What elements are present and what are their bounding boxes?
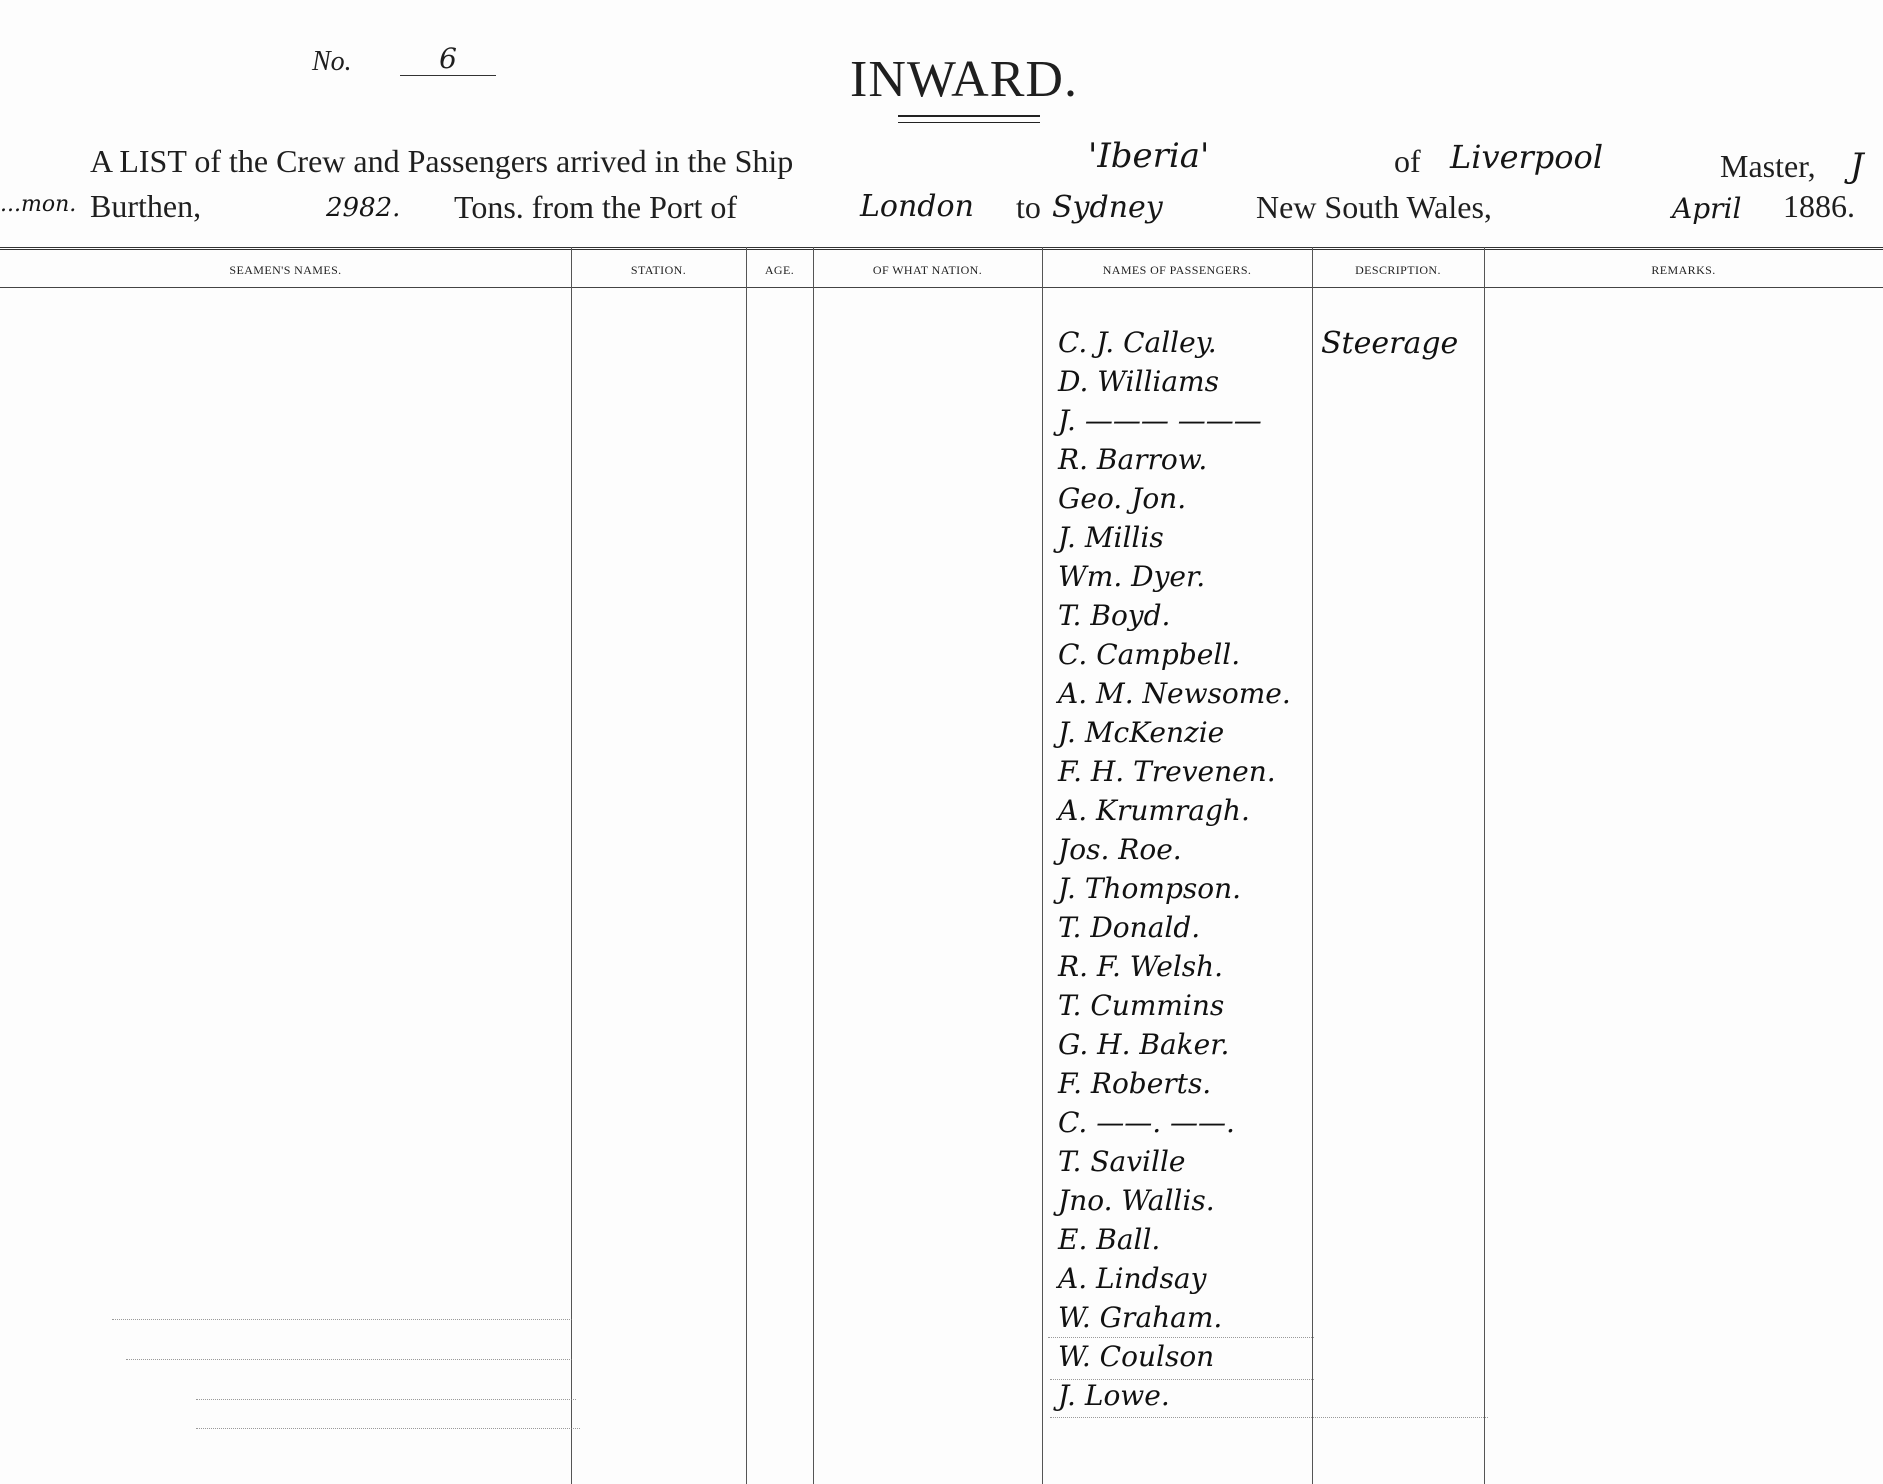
ruled-guide-line (196, 1399, 576, 1400)
ship-name-field: 'Iberia' (1088, 136, 1210, 176)
remarks-header: REMARKS. (1651, 263, 1716, 277)
seamen-names-header: SEAMEN'S NAMES. (229, 263, 342, 277)
header-line-1-prefix: A LIST of the Crew and Passengers arrived in the Ship (90, 143, 794, 179)
passenger-name-28: J. Lowe. (1058, 1379, 1170, 1412)
passenger-name-17: R. F. Welsh. (1058, 950, 1224, 983)
passenger-name-12: F. H. Trevenen. (1058, 755, 1276, 788)
description-header: DESCRIPTION. (1355, 263, 1441, 277)
passenger-name-4: R. Barrow. (1058, 443, 1208, 476)
ruled-guide-line (126, 1359, 572, 1360)
ruled-guide-line (1050, 1379, 1314, 1380)
ruled-guide-line (112, 1319, 572, 1320)
master-name-continuation: ...mon. (0, 192, 77, 217)
passenger-name-20: F. Roberts. (1058, 1067, 1212, 1100)
title-underline (898, 115, 1040, 123)
document-number-value: 6 (400, 42, 496, 76)
passenger-name-11: J. McKenzie (1058, 716, 1225, 749)
document-number-label: No. (312, 46, 352, 77)
passenger-names-header: NAMES OF PASSENGERS. (1102, 263, 1252, 277)
new-south-wales-label: New South Wales, (1256, 189, 1492, 225)
master-name-fragment: J (1850, 146, 1864, 186)
ruled-guide-line (196, 1428, 580, 1429)
passenger-name-9: C. Campbell. (1058, 638, 1241, 671)
passenger-name-7: Wm. Dyer. (1058, 560, 1206, 593)
passenger-name-1: C. J. Calley. (1058, 326, 1217, 359)
ruled-guide-line (1050, 1417, 1488, 1418)
passenger-name-2: D. Williams (1058, 365, 1219, 398)
passenger-name-13: A. Krumragh. (1058, 794, 1250, 827)
station-header: STATION. (630, 263, 687, 277)
passenger-name-23: Jno. Wallis. (1058, 1184, 1215, 1217)
ship-port-label: of (1394, 143, 1421, 179)
passenger-name-24: E. Ball. (1058, 1223, 1161, 1256)
document-title: INWARD. (850, 51, 1078, 108)
table-top-rule (0, 247, 1883, 250)
description-value-steerage: Steerage (1321, 326, 1459, 361)
to-port-field: Sydney (1052, 190, 1163, 225)
passenger-name-15: J. Thompson. (1058, 872, 1242, 905)
nation-header: OF WHAT NATION. (872, 263, 983, 277)
table-header-bottom-rule (0, 287, 1883, 288)
passenger-name-18: T. Cummins (1058, 989, 1225, 1022)
passenger-name-5: Geo. Jon. (1058, 482, 1187, 515)
passenger-name-27: W. Coulson (1058, 1340, 1215, 1373)
column-divider-age (746, 247, 747, 1484)
passenger-name-8: T. Boyd. (1058, 599, 1171, 632)
passenger-name-21: C. ——. ——. (1058, 1106, 1235, 1139)
column-divider-nation (813, 247, 814, 1484)
ship-port-field: Liverpool (1450, 138, 1604, 176)
age-header: AGE. (764, 263, 795, 277)
passenger-name-16: T. Donald. (1058, 911, 1201, 944)
passenger-name-26: W. Graham. (1058, 1301, 1223, 1334)
passenger-name-3: J. ——— ——— (1058, 404, 1262, 437)
passenger-name-22: T. Saville (1058, 1145, 1186, 1178)
passenger-name-10: A. M. Newsome. (1058, 677, 1291, 710)
column-divider-description (1312, 247, 1313, 1484)
column-divider-remarks (1484, 247, 1485, 1484)
column-divider-passengers (1042, 247, 1043, 1484)
from-port-field: London (860, 189, 974, 224)
ruled-guide-line (1048, 1337, 1314, 1338)
passenger-name-25: A. Lindsay (1058, 1262, 1207, 1295)
passenger-name-6: J. Millis (1058, 521, 1164, 554)
arrival-year: 1886. (1783, 188, 1855, 224)
burthen-label: Burthen, (90, 188, 202, 224)
to-label: to (1016, 189, 1041, 225)
burthen-tons-field: 2982. (326, 193, 401, 223)
master-label: Master, (1720, 148, 1816, 184)
column-divider-station (571, 247, 572, 1484)
arrival-month-field: April (1672, 192, 1742, 225)
passenger-name-19: G. H. Baker. (1058, 1028, 1230, 1061)
passenger-name-14: Jos. Roe. (1058, 833, 1182, 866)
tons-from-port-label: Tons. from the Port of (454, 189, 738, 225)
